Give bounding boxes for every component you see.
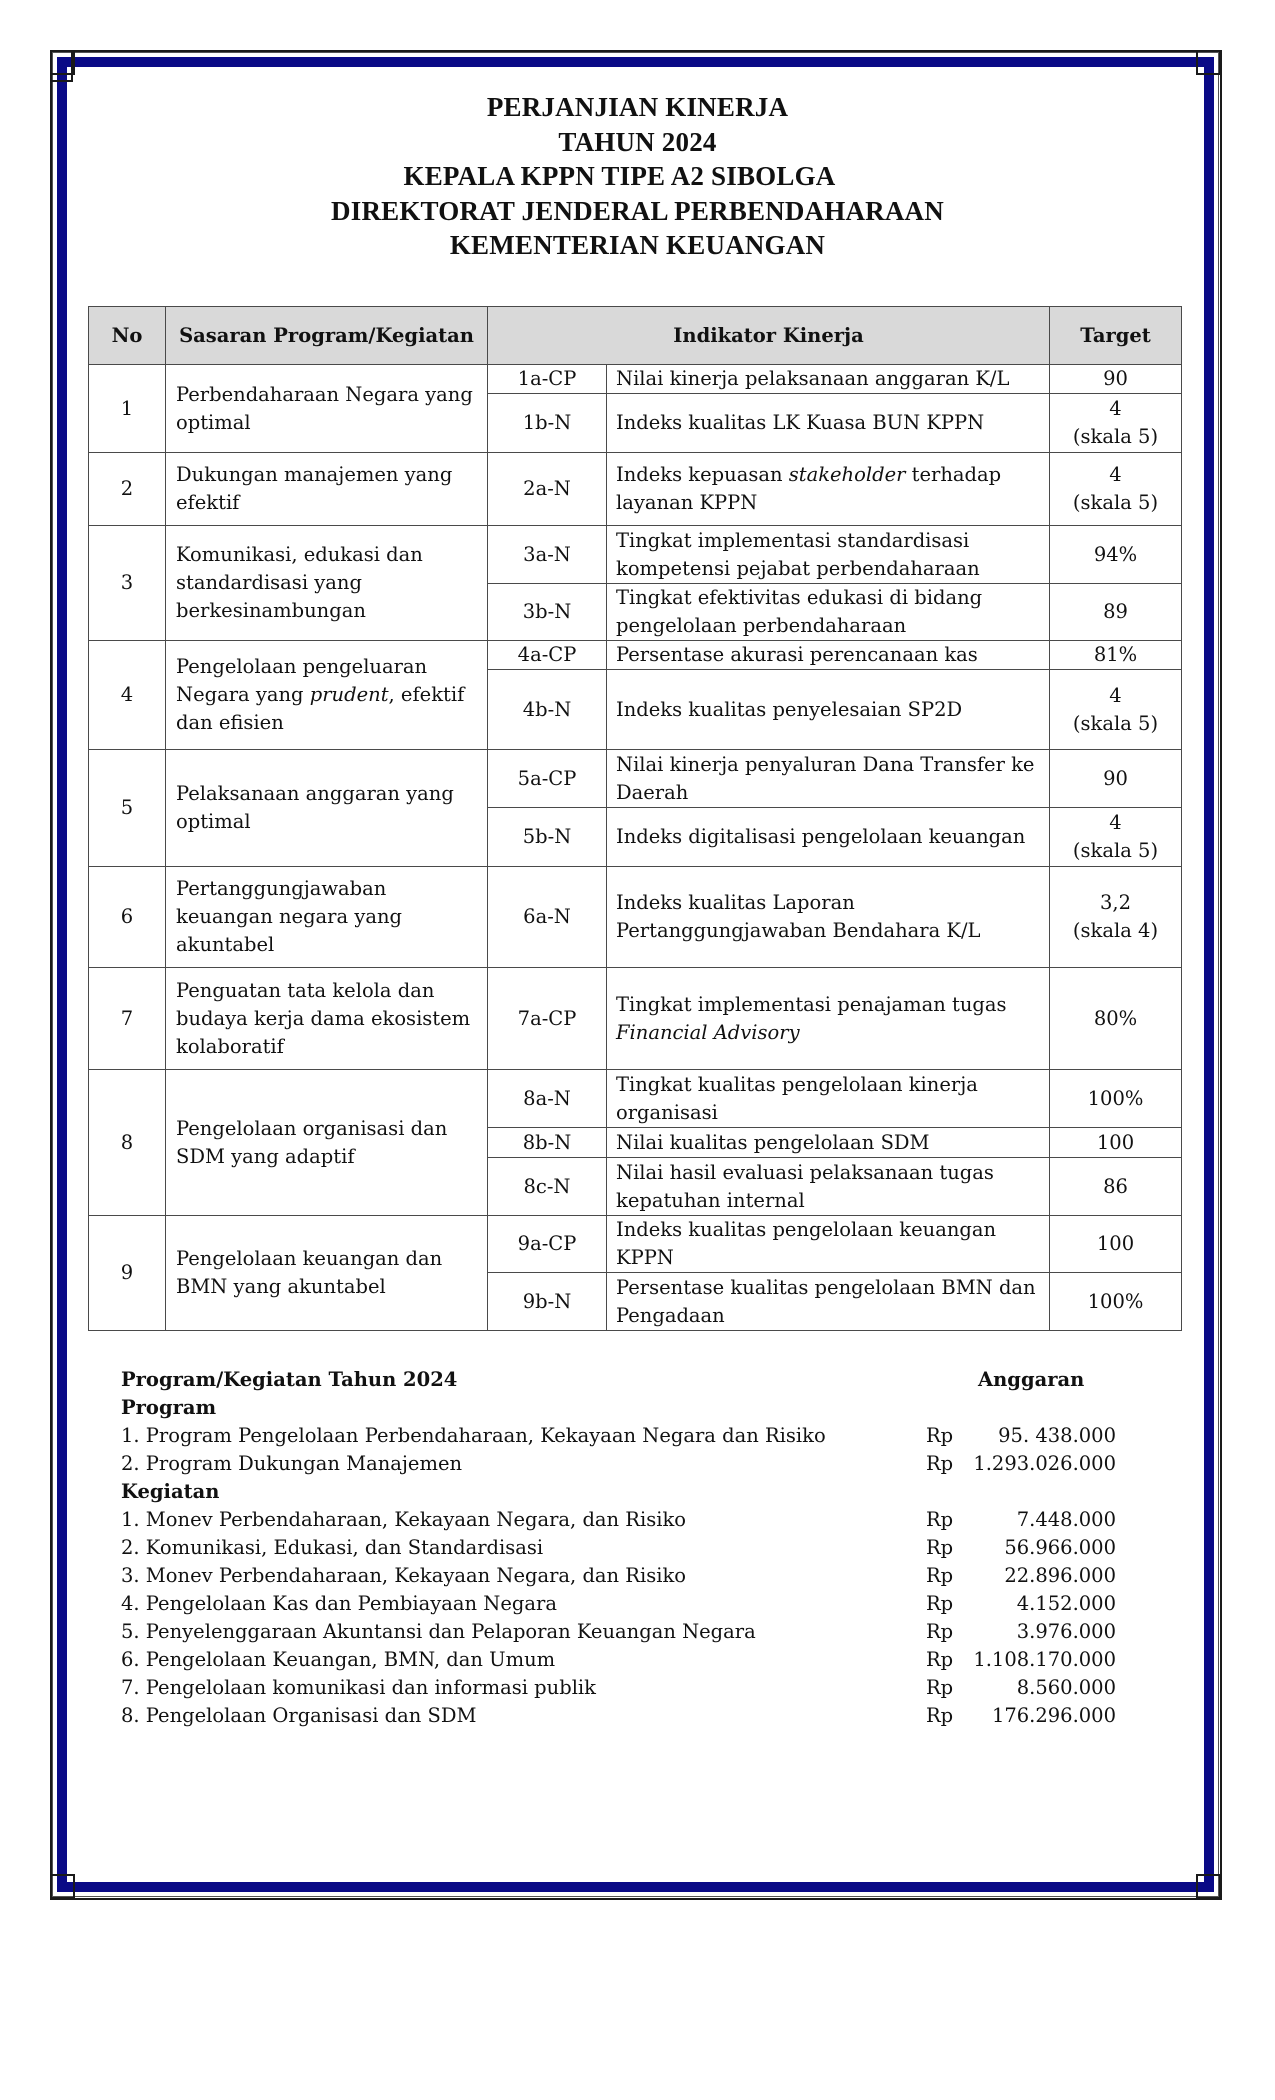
budget-line-currency: Rp <box>926 1536 954 1559</box>
target-value: 3,2 (skala 4) <box>1050 867 1182 968</box>
sasaran-cell: Komunikasi, edukasi dan standardisasi yang berkesinambungan <box>166 526 488 641</box>
sasaran-cell: Pengelolaan organisasi dan SDM yang adaptif <box>166 1070 488 1216</box>
table-row <box>89 1070 1182 1128</box>
indicator-description: Tingkat efektivitas edukasi di bidang pengelolaan perbendaharaan <box>607 584 1050 641</box>
indicator-code: 1a-CP <box>488 365 607 394</box>
indicator-code: 4b-N <box>488 670 607 750</box>
row-number: 2 <box>89 453 166 526</box>
indicator-code: 5b-N <box>488 808 607 867</box>
table-row <box>89 867 1182 968</box>
sasaran-cell: Pengelolaan keuangan dan BMN yang akuntabel <box>166 1216 488 1331</box>
header-no: No <box>89 307 166 365</box>
indicator-code: 6a-N <box>488 867 607 968</box>
document-title <box>0 90 1275 263</box>
budget-line-label: 2. Program Dukungan Manajemen <box>121 1452 463 1475</box>
header-target: Target <box>1050 307 1182 365</box>
budget-line-currency: Rp <box>926 1592 954 1615</box>
indicator-code: 2a-N <box>488 453 607 526</box>
budget-line <box>121 1534 1121 1562</box>
budget-line-currency: Rp <box>926 1424 954 1447</box>
table-body <box>89 365 1182 1331</box>
budget-line-amount: 1.293.026.000 <box>973 1452 1116 1475</box>
table-row <box>89 968 1182 1070</box>
budget-line-amount: 7.448.000 <box>1016 1508 1116 1531</box>
budget-line-label: 2. Komunikasi, Edukasi, dan Standardisasi <box>121 1536 544 1559</box>
target-value: 100% <box>1050 1070 1182 1128</box>
row-number: 4 <box>89 641 166 750</box>
indicator-description: Indeks kualitas Laporan Pertanggungjawaban Bendahara K/L <box>607 867 1050 968</box>
target-value: 100 <box>1050 1216 1182 1273</box>
indicator-description: Indeks digitalisasi pengelolaan keuangan <box>607 808 1050 867</box>
indicator-code: 9a-CP <box>488 1216 607 1273</box>
budget-line-currency: Rp <box>926 1648 954 1671</box>
budget-header-right: Anggaran <box>978 1368 1085 1391</box>
header-sasaran: Sasaran Program/Kegiatan <box>166 307 488 365</box>
row-number: 7 <box>89 968 166 1070</box>
table-row <box>89 453 1182 526</box>
target-value: 89 <box>1050 584 1182 641</box>
frame-corner-bottom-left <box>50 1874 75 1899</box>
indicator-code: 4a-CP <box>488 641 607 670</box>
sasaran-cell: Pengelolaan pengeluaran Negara yang prudent, efektif dan efisien <box>166 641 488 750</box>
indicator-code: 8b-N <box>488 1128 607 1158</box>
budget-line <box>121 1562 1121 1590</box>
indicator-code: 7a-CP <box>488 968 607 1070</box>
sasaran-cell: Dukungan manajemen yang efektif <box>166 453 488 526</box>
budget-line-label: 5. Penyelenggaraan Akuntansi dan Pelaporan Keuangan Negara <box>121 1620 756 1643</box>
table-header-row <box>89 307 1182 365</box>
program-heading: Program <box>121 1396 217 1419</box>
budget-line-amount: 176.296.000 <box>991 1704 1116 1727</box>
title-line-4: DIREKTORAT JENDERAL PERBENDAHARAAN <box>331 195 944 226</box>
target-value: 4 (skala 5) <box>1050 670 1182 750</box>
sasaran-cell: Pelaksanaan anggaran yang optimal <box>166 750 488 867</box>
target-value: 4 (skala 5) <box>1050 808 1182 867</box>
target-value: 90 <box>1050 750 1182 808</box>
budget-line-amount: 1.108.170.000 <box>973 1648 1116 1671</box>
budget-line-currency: Rp <box>926 1452 954 1475</box>
indicator-description: Persentase kualitas pengelolaan BMN dan Pengadaan <box>607 1273 1050 1331</box>
target-value: 86 <box>1050 1158 1182 1216</box>
indicator-code: 3b-N <box>488 584 607 641</box>
frame-corner-bottom-right <box>1196 1874 1221 1899</box>
performance-table <box>88 306 1182 1331</box>
budget-line-amount: 22.896.000 <box>1004 1564 1116 1587</box>
row-number: 3 <box>89 526 166 641</box>
table-row <box>89 365 1182 394</box>
table-row <box>89 1216 1182 1273</box>
budget-line-currency: Rp <box>926 1508 954 1531</box>
row-number: 8 <box>89 1070 166 1216</box>
kegiatan-heading: Kegiatan <box>121 1480 220 1503</box>
row-number: 1 <box>89 365 166 453</box>
program-heading-row <box>121 1394 1121 1422</box>
indicator-code: 9b-N <box>488 1273 607 1331</box>
budget-line <box>121 1590 1121 1618</box>
budget-line <box>121 1506 1121 1534</box>
budget-line-amount: 8.560.000 <box>1016 1676 1116 1699</box>
table-row <box>89 641 1182 670</box>
indicator-description: Nilai kinerja pelaksanaan anggaran K/L <box>607 365 1050 394</box>
budget-line-label: 1. Program Pengelolaan Perbendaharaan, Kekayaan Negara dan Risiko <box>121 1424 826 1447</box>
indicator-description: Indeks kualitas LK Kuasa BUN KPPN <box>607 394 1050 453</box>
row-number: 9 <box>89 1216 166 1331</box>
indicator-description: Indeks kepuasan stakeholder terhadap layanan KPPN <box>607 453 1050 526</box>
header-indikator: Indikator Kinerja <box>488 307 1050 365</box>
target-value: 4 (skala 5) <box>1050 394 1182 453</box>
budget-header-row <box>121 1366 1121 1394</box>
budget-section <box>121 1366 1121 1730</box>
sasaran-cell: Perbendaharaan Negara yang optimal <box>166 365 488 453</box>
target-value: 4 (skala 5) <box>1050 453 1182 526</box>
target-value: 94% <box>1050 526 1182 584</box>
indicator-code: 3a-N <box>488 526 607 584</box>
indicator-description: Persentase akurasi perencanaan kas <box>607 641 1050 670</box>
budget-line-label: 7. Pengelolaan komunikasi dan informasi publik <box>121 1676 596 1699</box>
row-number: 5 <box>89 750 166 867</box>
budget-line-amount: 56.966.000 <box>1004 1536 1116 1559</box>
budget-line-amount: 4.152.000 <box>1016 1592 1116 1615</box>
budget-line-amount: 95. 438.000 <box>998 1424 1116 1447</box>
budget-line-currency: Rp <box>926 1564 954 1587</box>
budget-line <box>121 1646 1121 1674</box>
target-value: 100% <box>1050 1273 1182 1331</box>
budget-line <box>121 1702 1121 1730</box>
indicator-description: Tingkat implementasi penajaman tugas Financial Advisory <box>607 968 1050 1070</box>
budget-line-label: 3. Monev Perbendaharaan, Kekayaan Negara, dan Risiko <box>121 1564 687 1587</box>
title-line-5: KEMENTERIAN KEUANGAN <box>449 230 826 260</box>
budget-line-label: 1. Monev Perbendaharaan, Kekayaan Negara, dan Risiko <box>121 1508 687 1531</box>
table-row <box>89 750 1182 808</box>
target-value: 90 <box>1050 365 1182 394</box>
sasaran-cell: Penguatan tata kelola dan budaya kerja dama ekosistem kolaboratif <box>166 968 488 1070</box>
budget-line-label: 6. Pengelolaan Keuangan, BMN, dan Umum <box>121 1648 556 1671</box>
table-row <box>89 526 1182 584</box>
indicator-description: Nilai kualitas pengelolaan SDM <box>607 1128 1050 1158</box>
title-line-3: KEPALA KPPN TIPE A2 SIBOLGA <box>403 161 836 191</box>
indicator-code: 5a-CP <box>488 750 607 808</box>
indicator-code: 8c-N <box>488 1158 607 1216</box>
target-value: 100 <box>1050 1128 1182 1158</box>
indicator-code: 1b-N <box>488 394 607 453</box>
indicator-description: Tingkat implementasi standardisasi kompetensi pejabat perbendaharaan <box>607 526 1050 584</box>
indicator-description: Indeks kualitas penyelesaian SP2D <box>607 670 1050 750</box>
kegiatan-heading-row <box>121 1478 1121 1506</box>
budget-line-currency: Rp <box>926 1676 954 1699</box>
budget-line <box>121 1674 1121 1702</box>
indicator-description: Indeks kualitas pengelolaan keuangan KPPN <box>607 1216 1050 1273</box>
budget-line-currency: Rp <box>926 1704 954 1727</box>
sasaran-cell: Pertanggungjawaban keuangan negara yang akuntabel <box>166 867 488 968</box>
frame-corner-top-left-2 <box>50 50 73 82</box>
indicator-description: Nilai kinerja penyaluran Dana Transfer ke Daerah <box>607 750 1050 808</box>
title-line-2: TAHUN 2024 <box>558 126 717 157</box>
title-line-1: PERJANJIAN KINERJA <box>486 92 789 122</box>
target-value: 80% <box>1050 968 1182 1070</box>
row-number: 6 <box>89 867 166 968</box>
frame-corner-top-right <box>1196 50 1221 75</box>
target-value: 81% <box>1050 641 1182 670</box>
budget-line-currency: Rp <box>926 1620 954 1643</box>
budget-line <box>121 1422 1121 1450</box>
budget-line-label: 8. Pengelolaan Organisasi dan SDM <box>121 1704 477 1727</box>
budget-line <box>121 1618 1121 1646</box>
budget-header-left: Program/Kegiatan Tahun 2024 <box>121 1368 458 1391</box>
indicator-code: 8a-N <box>488 1070 607 1128</box>
budget-line-label: 4. Pengelolaan Kas dan Pembiayaan Negara <box>121 1592 557 1615</box>
indicator-description: Tingkat kualitas pengelolaan kinerja organisasi <box>607 1070 1050 1128</box>
indicator-description: Nilai hasil evaluasi pelaksanaan tugas kepatuhan internal <box>607 1158 1050 1216</box>
budget-line-amount: 3.976.000 <box>1016 1620 1116 1643</box>
budget-line <box>121 1450 1121 1478</box>
